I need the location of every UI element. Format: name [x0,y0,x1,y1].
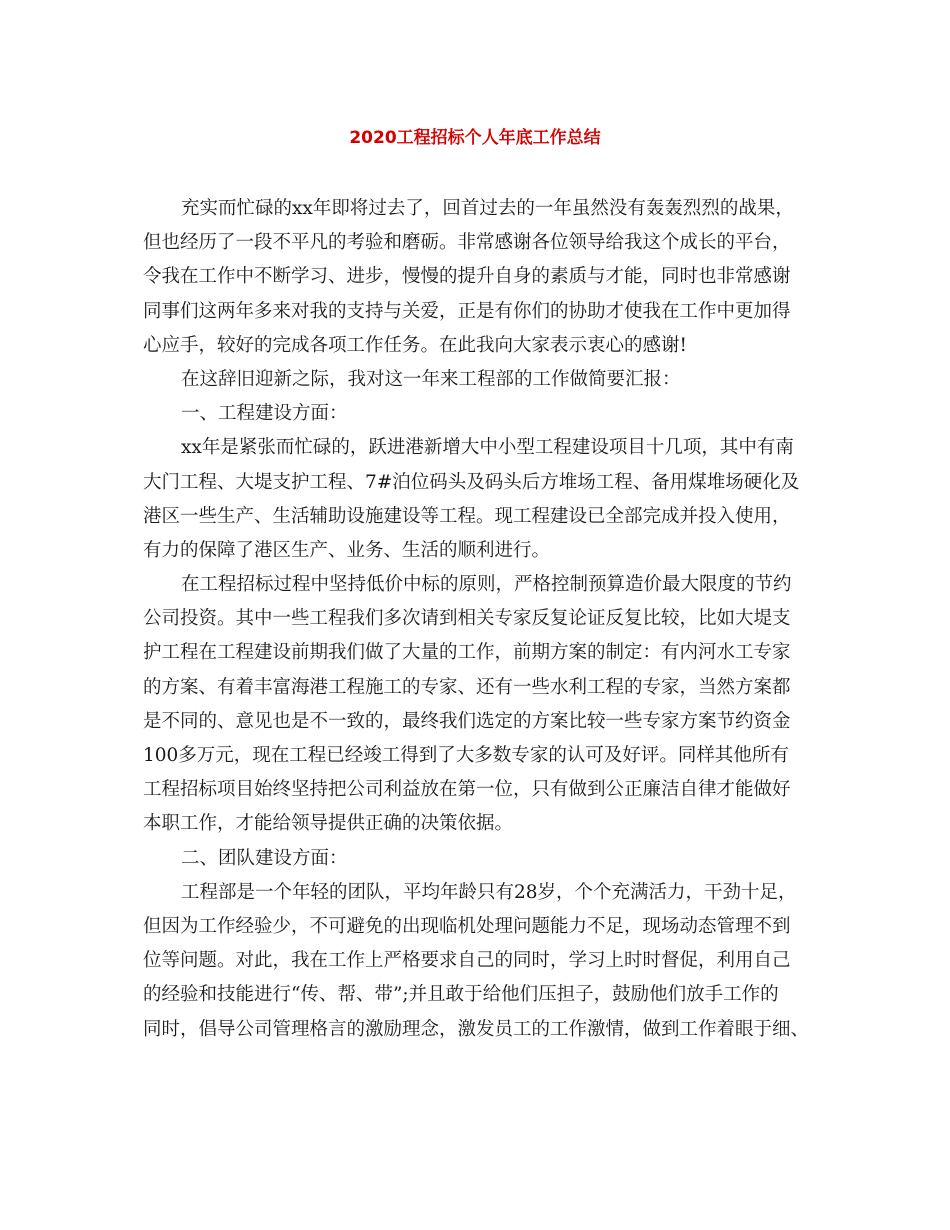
body-text-line: 二、团队建设方面： [181,847,348,869]
body-text-line: 但因为工作经验少，不可避免的出现临机处理问题能力不足，现场动态管理不到 [143,915,791,937]
body-text-line: 100多万元，现在工程已经竣工得到了大多数专家的认可及好评。同样其他所有 [143,745,789,766]
body-text-line: 港区一些生产、生活辅助设施建设等工程。现工程建设已全部完成并投入使用， [143,505,791,527]
body-text-line: 同时，倡导公司管理格言的激励理念，激发员工的工作激情，做到工作着眼于细、 [143,1018,810,1040]
body-text-line: 有力的保障了港区生产、业务、生活的顺利进行。 [143,539,551,561]
body-text-line: 护工程在工程建设前期我们做了大量的工作，前期方案的制定：有内河水工专家 [143,642,791,664]
body-text-line: 但也经历了一段不平凡的考验和磨砺。非常感谢各位领导给我这个成长的平台， [143,232,791,254]
body-text-line: 令我在工作中不断学习、进步，慢慢的提升自身的素质与才能，同时也非常感谢 [143,266,791,288]
body-text-line: 在工程招标过程中坚持低价中标的原则，严格控制预算造价最大限度的节约 [181,574,792,596]
body-text-line: 在这辞旧迎新之际，我对这一年来工程部的工作做简要汇报： [181,368,681,390]
body-text-line: 心应手，较好的完成各项工作任务。在此我向大家表示衷心的感谢! [143,334,687,356]
body-text-line: 位等问题。对此，我在工作上严格要求自己的同时，学习上时时督促，利用自己 [143,950,791,972]
document-title: 2020工程招标个人年底工作总结 [349,128,601,148]
body-text-line: 一、工程建设方面： [181,403,348,425]
body-text-line: 是不同的、意见也是不一致的，最终我们选定的方案比较一些专家方案节约资金 [143,710,791,732]
body-text-line: 的方案、有着丰富海港工程施工的专家、还有一些水利工程的专家，当然方案都 [143,676,791,698]
body-text-line: 工程部是一个年轻的团队，平均年龄只有28岁，个个充满活力，干劲十足， [181,881,797,903]
body-text-line: 工程招标项目始终坚持把公司利益放在第一位，只有做到公正廉洁自律才能做好 [143,779,791,801]
body-text-line: 同事们这两年多来对我的支持与关爱，正是有你们的协助才使我在工作中更加得 [143,300,791,322]
body-text-line: 大门工程、大堤支护工程、7#泊位码头及码头后方堆场工程、备用煤堆场硬化及 [143,471,800,493]
body-text-line: xx年是紧张而忙碌的，跃进港新增大中小型工程建设项目十几项，其中有南 [181,437,794,459]
body-text-line: 的经验和技能进行“传、帮、带”;并且敢于给他们压担子，鼓励他们放手工作的 [143,984,779,1006]
document-body [143,192,809,1047]
body-text-line: 充实而忙碌的xx年即将过去了，回首过去的一年虽然没有轰轰烈烈的战果， [181,198,794,219]
body-text-line: 公司投资。其中一些工程我们多次请到相关专家反复论证反复比较，比如大堤支 [143,608,791,630]
body-text-line: 本职工作，才能给领导提供正确的决策依据。 [143,813,514,835]
